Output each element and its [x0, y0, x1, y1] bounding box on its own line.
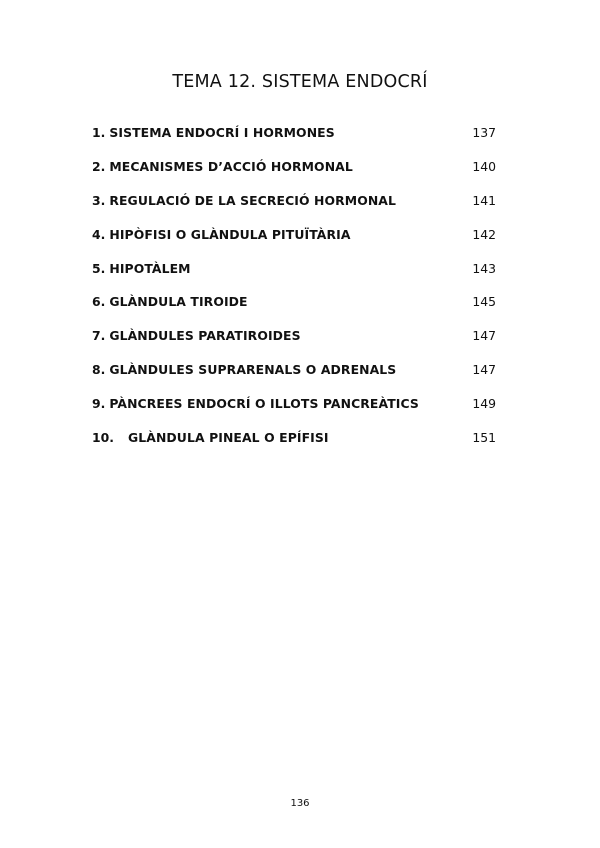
toc-entry[interactable] [92, 285, 496, 319]
toc-entry-number: 10. [92, 429, 114, 445]
toc-entry-number: 1. [92, 125, 106, 141]
toc-entry-label: GLÀNDULES PARATIROIDES [109, 328, 301, 344]
toc-entry[interactable] [92, 319, 496, 353]
toc-entry-number: 5. [92, 260, 106, 276]
toc-entry-label: GLÀNDULA TIROIDE [109, 294, 248, 310]
toc-entry-number: 9. [92, 395, 106, 411]
toc-entry[interactable] [92, 386, 496, 420]
toc-entry-heading [92, 328, 301, 343]
toc-entry-page: 140 [472, 159, 496, 175]
toc-entry[interactable] [92, 217, 496, 251]
toc-entry[interactable] [92, 116, 496, 150]
toc-entry-label: GLÀNDULES SUPRARENALS O ADRENALS [109, 361, 397, 377]
toc-entry-heading [92, 227, 351, 242]
toc-entry-page: 147 [472, 328, 496, 344]
toc-entry-heading [92, 125, 335, 140]
toc-entry-label: REGULACIÓ DE LA SECRECIÓ HORMONAL [109, 192, 396, 208]
toc-entry-heading [92, 430, 329, 445]
toc-entry-number: 8. [92, 361, 106, 377]
toc-entry-number: 2. [92, 159, 106, 175]
toc-entry-number: 6. [92, 294, 106, 310]
toc-entry-label: PÀNCREES ENDOCRÍ O ILLOTS PANCREÀTICS [109, 395, 419, 411]
page-number: 136 [290, 798, 310, 809]
toc-entry-number: 7. [92, 328, 106, 344]
toc-entry[interactable] [92, 251, 496, 285]
page-title: TEMA 12. SISTEMA ENDOCRÍ [172, 72, 428, 92]
toc-entry[interactable] [92, 353, 496, 387]
toc-entry-heading [92, 159, 353, 174]
table-of-contents [92, 116, 496, 454]
toc-entry-heading [92, 294, 248, 309]
toc-entry-page: 145 [472, 294, 496, 310]
toc-entry-label: HIPOTÀLEM [109, 260, 191, 276]
toc-entry-page: 142 [472, 226, 496, 242]
toc-entry[interactable] [92, 150, 496, 184]
toc-entry-page: 141 [472, 192, 496, 208]
toc-entry-page: 143 [472, 260, 496, 276]
toc-entry-number: 3. [92, 192, 106, 208]
toc-entry-heading [92, 261, 191, 276]
toc-entry-heading [92, 193, 396, 208]
toc-entry[interactable] [92, 184, 496, 218]
toc-entry-number: 4. [92, 226, 106, 242]
toc-entry[interactable] [92, 420, 496, 454]
toc-entry-label: SISTEMA ENDOCRÍ I HORMONES [109, 125, 335, 141]
toc-entry-page: 149 [472, 395, 496, 411]
toc-entry-heading [92, 396, 419, 411]
toc-entry-page: 151 [472, 429, 496, 445]
toc-entry-label: HIPÒFISI O GLÀNDULA PITUÏTÀRIA [109, 226, 351, 242]
toc-entry-heading [92, 362, 396, 377]
toc-entry-page: 137 [472, 125, 496, 141]
toc-entry-page: 147 [472, 361, 496, 377]
toc-entry-label: MECANISMES D’ACCIÓ HORMONAL [109, 159, 353, 175]
toc-entry-label: GLÀNDULA PINEAL O EPÍFISI [128, 429, 329, 445]
